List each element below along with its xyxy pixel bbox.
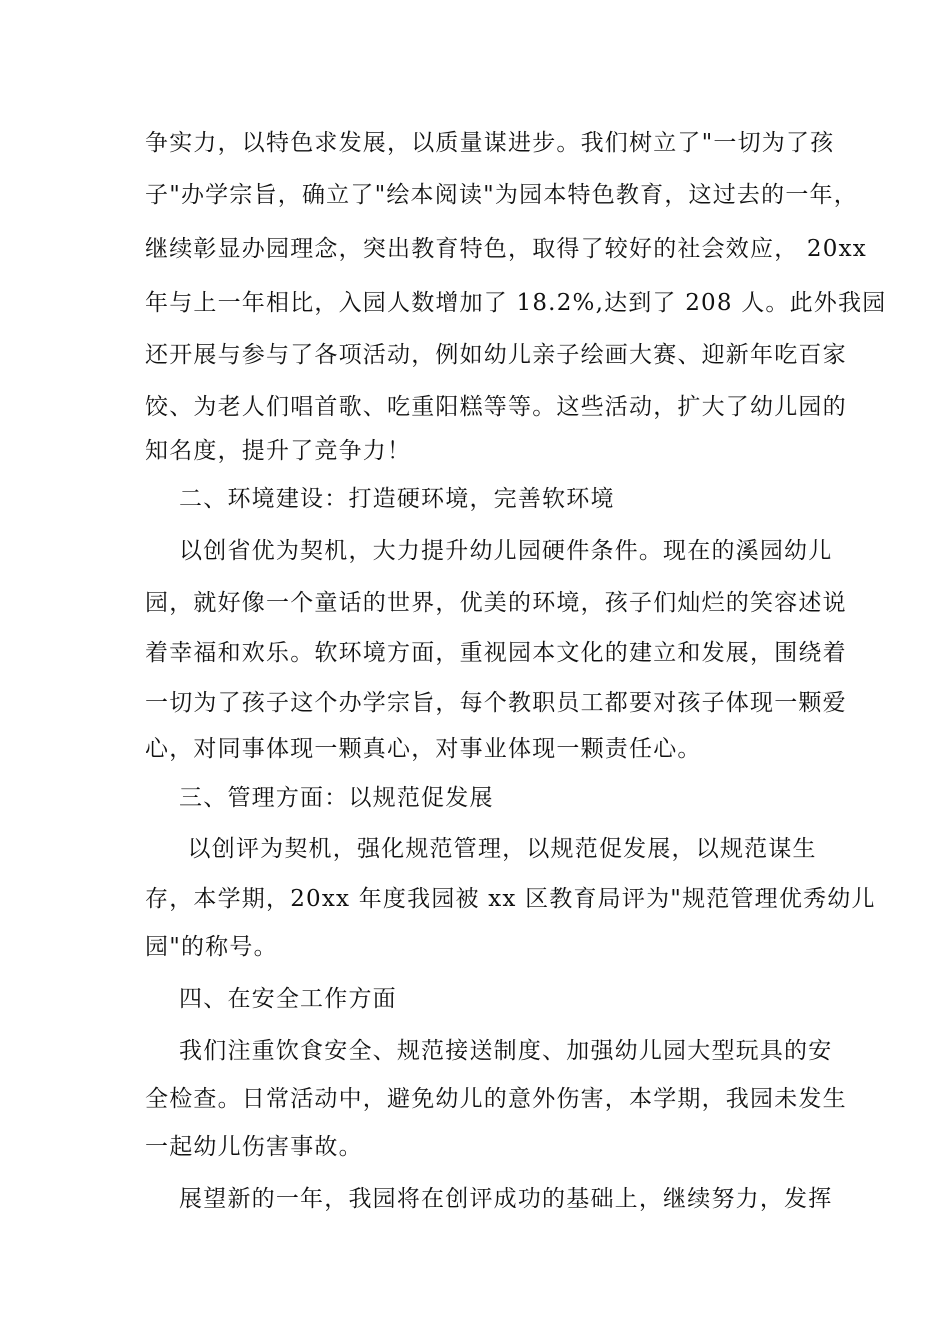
paragraph-line: 一起幼儿伤害事故。 bbox=[145, 1134, 363, 1160]
paragraph-line: 园，就好像一个童话的世界，优美的环境，孩子们灿烂的笑容述说 bbox=[145, 590, 847, 616]
paragraph-line: 展望新的一年，我园将在创评成功的基础上，继续努力，发挥 bbox=[145, 1186, 833, 1212]
paragraph-line: 以创评为契机，强化规范管理，以规范促发展，以规范谋生 bbox=[145, 836, 817, 862]
paragraph-line: 一切为了孩子这个办学宗旨，每个教职员工都要对孩子体现一颗爱 bbox=[145, 690, 847, 716]
paragraph-line: 子"办学宗旨，确立了"绘本阅读"为园本特色教育，这过去的一年， bbox=[145, 182, 858, 208]
section-heading: 三、管理方面：以规范促发展 bbox=[145, 785, 494, 811]
section-heading: 二、环境建设：打造硬环境，完善软环境 bbox=[145, 486, 615, 512]
paragraph-line: 饺、为老人们唱首歌、吃重阳糕等等。这些活动，扩大了幼儿园的 bbox=[145, 394, 847, 420]
paragraph-line: 继续彰显办园理念，突出教育特色，取得了较好的社会效应， 20xx bbox=[145, 236, 867, 262]
paragraph-line: 园"的称号。 bbox=[145, 934, 278, 960]
paragraph-line: 还开展与参与了各项活动，例如幼儿亲子绘画大赛、迎新年吃百家 bbox=[145, 342, 847, 368]
paragraph-line: 我们注重饮食安全、规范接送制度、加强幼儿园大型玩具的安 bbox=[145, 1038, 833, 1064]
paragraph-line: 年与上一年相比，入园人数增加了 18.2%,达到了 208 人。此外我园 bbox=[145, 290, 887, 316]
paragraph-line: 以创省优为契机，大力提升幼儿园硬件条件。现在的溪园幼儿 bbox=[145, 538, 833, 564]
paragraph-line: 存，本学期，20xx 年度我园被 xx 区教育局评为"规范管理优秀幼儿 bbox=[145, 886, 876, 912]
paragraph-line: 知名度，提升了竞争力！ bbox=[145, 438, 412, 464]
section-heading: 四、在安全工作方面 bbox=[145, 986, 397, 1012]
paragraph-line: 心，对同事体现一颗真心，对事业体现一颗责任心。 bbox=[145, 736, 702, 762]
paragraph-line: 着幸福和欢乐。软环境方面，重视园本文化的建立和发展，围绕着 bbox=[145, 640, 847, 666]
paragraph-line: 争实力，以特色求发展，以质量谋进步。我们树立了"一切为了孩 bbox=[145, 130, 835, 156]
paragraph-line: 全检查。日常活动中，避免幼儿的意外伤害，本学期，我园未发生 bbox=[145, 1086, 847, 1112]
